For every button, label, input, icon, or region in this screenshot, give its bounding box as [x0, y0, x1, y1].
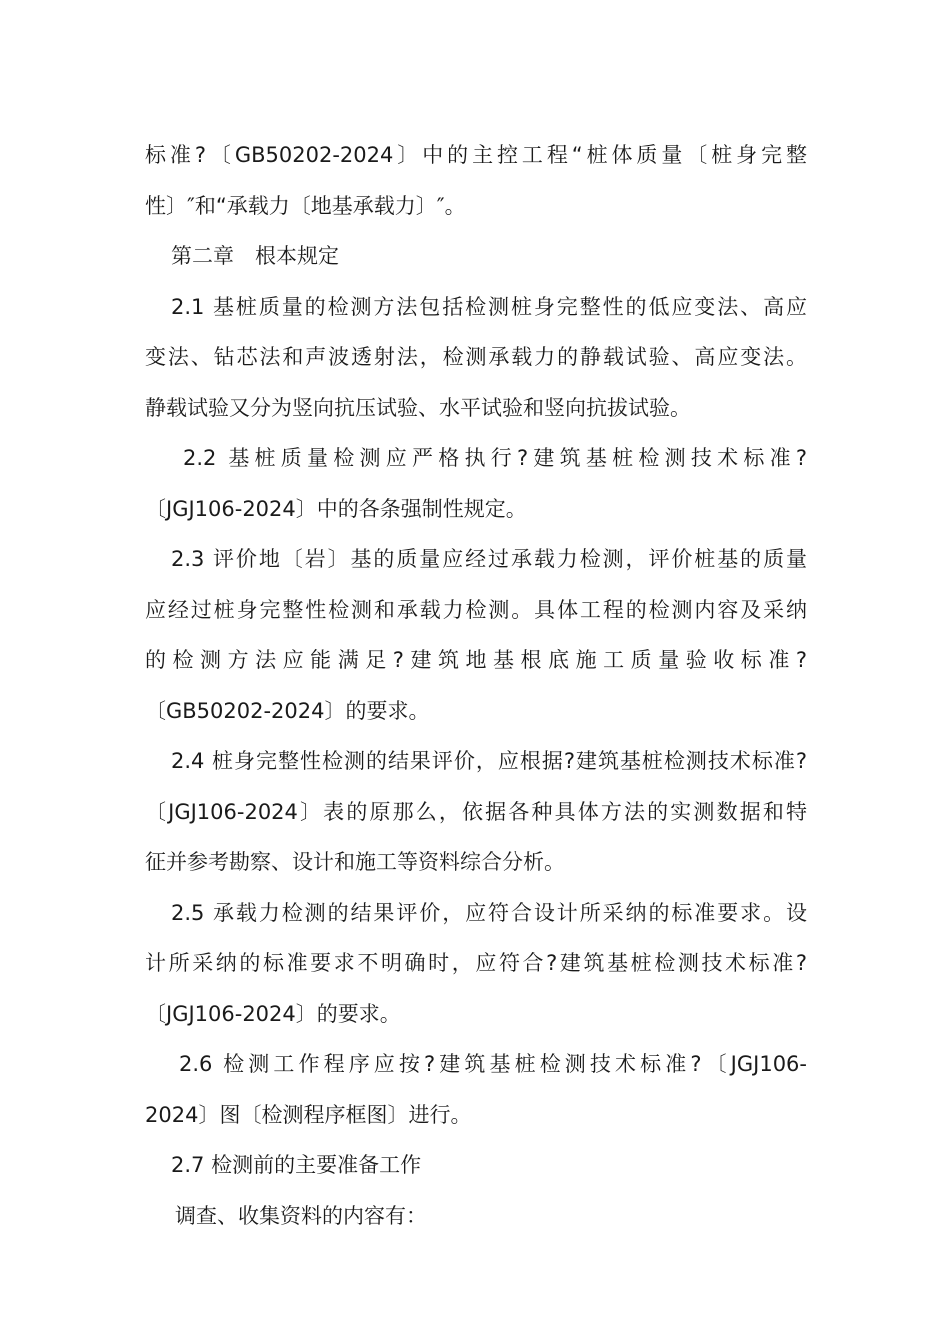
- text-line: 〔JGJ106-2024〕表的原那么，依据各种具体方法的实测数据和特: [145, 799, 807, 824]
- text-line: 2.6 检测工作程序应按?建筑基桩检测技术标准?〔JGJ106-: [179, 1052, 807, 1076]
- text-line: 2.7 检测前的主要准备工作: [171, 1153, 422, 1177]
- chapter-heading: 第二章 根本规定: [171, 244, 339, 268]
- text-line: 征并参考勘察、设计和施工等资料综合分析。: [145, 850, 565, 874]
- text-line: 应经过桩身完整性检测和承载力检测。具体工程的检测内容及采纳: [145, 597, 807, 622]
- text-line: 〔JGJ106-2024〕中的各条强制性规定。: [145, 496, 527, 521]
- text-line: 2024〕图〔检测程序框图〕进行。: [145, 1102, 472, 1127]
- text-line: 2.1 基桩质量的检测方法包括检测桩身完整性的低应变法、高应: [171, 294, 807, 319]
- text-line: 计所采纳的标准要求不明确时，应符合?建筑基桩检测技术标准?: [145, 951, 807, 975]
- text-line: 标准?〔GB50202-2024〕中的主控工程“桩体质量〔桩身完整: [145, 143, 807, 167]
- text-line: 的检测方法应能满足?建筑地基根底施工质量验收标准?: [145, 648, 807, 672]
- text-line: 调查、收集资料的内容有：: [175, 1203, 427, 1228]
- text-line: 〔JGJ106-2024〕的要求。: [145, 1001, 401, 1026]
- document-body: [145, 130, 807, 1241]
- text-line: 静载试验又分为竖向抗压试验、水平试验和竖向抗拔试验。: [145, 395, 691, 420]
- text-line: 变法、钻芯法和声波透射法，检测承载力的静载试验、高应变法。: [145, 345, 807, 369]
- text-line: 2.3 评价地〔岩〕基的质量应经过承载力检测，评价桩基的质量: [171, 547, 807, 571]
- text-line: 2.5 承载力检测的结果评价，应符合设计所采纳的标准要求。设: [171, 900, 807, 925]
- text-line: 2.2 基桩质量检测应严格执行?建筑基桩检测技术标准?: [183, 446, 807, 470]
- text-line: 性〕″和“承载力〔地基承载力〕″。: [145, 193, 466, 218]
- text-line: 〔GB50202-2024〕的要求。: [145, 698, 430, 723]
- text-line: 2.4 桩身完整性检测的结果评价，应根据?建筑基桩检测技术标准?: [171, 749, 807, 773]
